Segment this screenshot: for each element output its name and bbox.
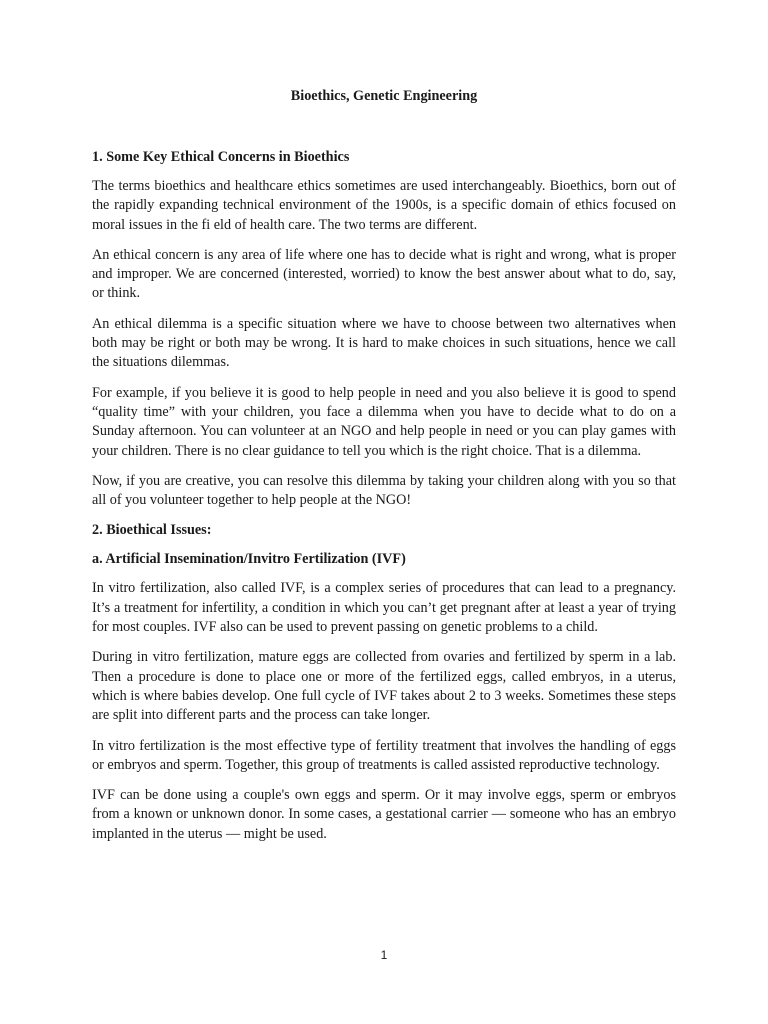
- paragraph: During in vitro fertilization, mature eggs are collected from ovaries and fertilized by sperm in a lab. Then a procedure is done to place one or more of the fertilized eggs, called embryos, in a uterus, which is where babies develop. One full cycle of IVF takes about 2 to 3 weeks. Sometimes these steps are split into different parts and the process can take longer.: [92, 649, 676, 724]
- subsection-heading-ivf: a. Artificial Insemination/Invitro Fertilization (IVF): [92, 551, 406, 568]
- paragraph: An ethical dilemma is a specific situation where we have to choose between two alternatives when both may be right or both may be wrong. It is hard to make choices in such situations, hence we call the situations dilemmas.: [92, 315, 676, 371]
- paragraph: IVF can be done using a couple's own eggs and sperm. Or it may involve eggs, sperm or embryos from a known or unknown donor. In some cases, a gestational carrier — someone who has an embryo implanted in the uterus — might be used.: [92, 787, 676, 842]
- paragraph: For example, if you believe it is good to help people in need and you also believe it is good to spend “quality time” with your children, you face a dilemma when you have to decide what to do on a Sunday afternoon. You can volunteer at an NGO and help people in need or you can play games with your children. There is no clear guidance to tell you which is the right choice. That is a dilemma.: [92, 384, 676, 459]
- section-heading-key-concerns: 1. Some Key Ethical Concerns in Bioethics: [92, 149, 350, 165]
- page-number: 1: [380, 948, 388, 962]
- paragraph: The terms bioethics and healthcare ethics sometimes are used interchangeably. Bioethics, born out of the rapidly expanding technical environment of the 1900s, is a specific domain of ethics focused on moral issues in the fi eld of health care. The two terms are different.: [92, 178, 676, 233]
- section-heading-bioethical-issues: 2. Bioethical Issues:: [92, 522, 212, 539]
- document-title: Bioethics, Genetic Engineering: [290, 88, 478, 104]
- document-page: [92, 80, 676, 855]
- paragraph: An ethical concern is any area of life where one has to decide what is right and wrong, what is proper and improper. We are concerned (interested, worried) to know the best answer about what to do, say, or think.: [92, 246, 676, 302]
- paragraph: Now, if you are creative, you can resolve this dilemma by taking your children along with you so that all of you volunteer together to help people at the NGO!: [92, 472, 676, 509]
- paragraph: In vitro fertilization is the most effective type of fertility treatment that involves the handling of eggs or embryos and sperm. Together, this group of treatments is called assisted reproductive technology.: [92, 737, 676, 773]
- paragraph: In vitro fertilization, also called IVF, is a complex series of procedures that can lead to a pregnancy. It’s a treatment for infertility, a condition in which you can’t get pregnant after at least a year of trying for most couples. IVF also can be used to prevent passing on genetic problems to a child.: [92, 580, 676, 636]
